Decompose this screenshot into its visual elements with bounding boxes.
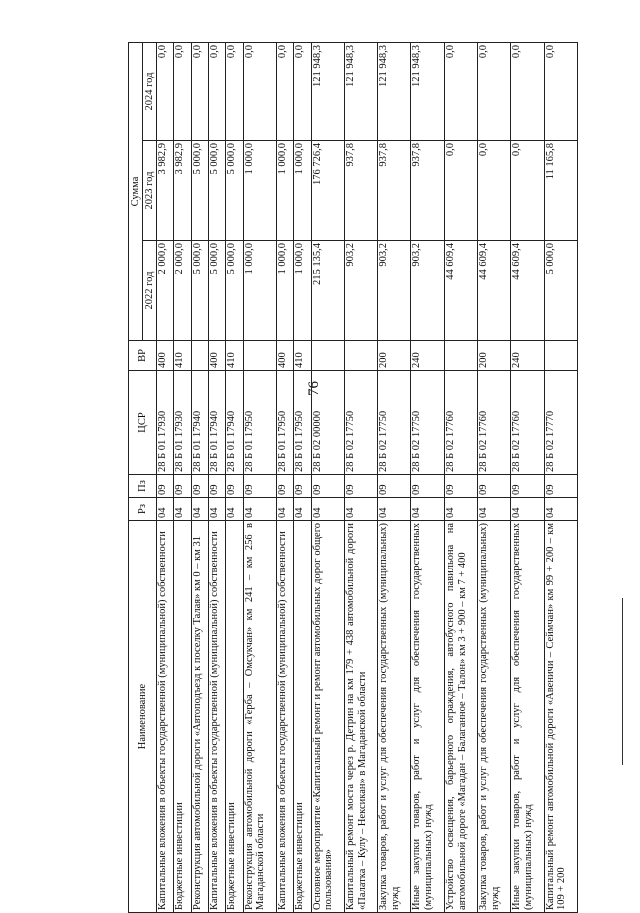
cell-2023: 1 000,0: [276, 141, 293, 241]
cell-vr: 240: [411, 341, 444, 371]
cell-csr: 28 Б 01 17950: [243, 371, 276, 475]
cell-csr: 28 Б 02 17760: [511, 371, 544, 475]
table-row: [243, 43, 276, 913]
budget-table-rotated: [128, 43, 578, 913]
cell-2024: 0,0: [226, 43, 243, 141]
cell-2022: 44 609,4: [444, 241, 477, 341]
cell-csr: 28 Б 01 17940: [191, 371, 208, 475]
cell-2023: 5 000,0: [226, 141, 243, 241]
table-row: [411, 43, 444, 913]
cell-rz: 04: [191, 498, 208, 521]
cell-csr: 28 Б 01 17930: [174, 371, 191, 475]
cell-vr: [243, 341, 276, 371]
cell-vr: [444, 341, 477, 371]
cell-2023: 0,0: [444, 141, 477, 241]
cell-name: Капитальные вложения в объекты государственной (муниципальной) собственности: [276, 521, 293, 913]
cell-2023: 1 000,0: [243, 141, 276, 241]
table-row: [294, 43, 311, 913]
cell-csr: 28 Б 01 17950: [276, 371, 293, 475]
cell-2022: 5 000,0: [544, 241, 577, 341]
cell-name: Капитальные вложения в объекты государственной (муниципальной) собственности: [157, 521, 174, 913]
cell-pz: 09: [411, 475, 444, 498]
cell-name: Реконструкция автомобильной дороги «Автоподъезд к поселку Талая» км 0 – км 31: [191, 521, 208, 913]
cell-rz: 04: [226, 498, 243, 521]
cell-rz: 04: [411, 498, 444, 521]
cell-rz: 04: [478, 498, 511, 521]
cell-2024: 0,0: [444, 43, 477, 141]
table-row: [344, 43, 377, 913]
table-row: [478, 43, 511, 913]
header-name: Наименование: [129, 521, 157, 913]
cell-rz: 04: [544, 498, 577, 521]
cell-pz: 09: [378, 475, 411, 498]
cell-pz: 09: [208, 475, 225, 498]
cell-pz: 09: [511, 475, 544, 498]
cell-vr: 400: [208, 341, 225, 371]
cell-vr: 410: [294, 341, 311, 371]
table-row: [544, 43, 577, 913]
cell-2023: 5 000,0: [208, 141, 225, 241]
table-row: [174, 43, 191, 913]
cell-rz: 04: [174, 498, 191, 521]
cell-csr: 28 Б 02 17750: [411, 371, 444, 475]
cell-name: Бюджетные инвестиции: [294, 521, 311, 913]
cell-2022: 1 000,0: [294, 241, 311, 341]
cell-2023: 937,8: [411, 141, 444, 241]
cell-name: Основное мероприятие «Капитальный ремонт и ремонт автомобильных дорог общего пользования»: [311, 521, 344, 913]
cell-name: Бюджетные инвестиции: [174, 521, 191, 913]
cell-pz: 09: [174, 475, 191, 498]
cell-pz: 09: [243, 475, 276, 498]
cell-rz: 04: [276, 498, 293, 521]
cell-csr: 28 Б 02 17770: [544, 371, 577, 475]
page-number: 76: [306, 381, 322, 396]
cell-pz: 09: [344, 475, 377, 498]
budget-table: [128, 42, 578, 913]
cell-2023: 5 000,0: [191, 141, 208, 241]
cell-name: Иные закупки товаров, работ и услуг для обеспечения государственных (муниципальных) нужд: [411, 521, 444, 913]
cell-2022: 903,2: [378, 241, 411, 341]
cell-2024: 0,0: [157, 43, 174, 141]
cell-2024: 121 948,3: [411, 43, 444, 141]
table-row: [378, 43, 411, 913]
cell-vr: 200: [478, 341, 511, 371]
cell-2023: 1 000,0: [294, 141, 311, 241]
cell-rz: 04: [378, 498, 411, 521]
header-pz: Пз: [129, 475, 157, 498]
header-sum: Сумма: [129, 43, 143, 341]
cell-pz: 09: [478, 475, 511, 498]
table-row: [208, 43, 225, 913]
cell-name: Бюджетные инвестиции: [226, 521, 243, 913]
table-row: [511, 43, 544, 913]
cell-2022: 903,2: [411, 241, 444, 341]
cell-rz: 04: [243, 498, 276, 521]
cell-rz: 04: [511, 498, 544, 521]
cell-2022: 5 000,0: [226, 241, 243, 341]
cell-pz: 09: [544, 475, 577, 498]
cell-2023: 937,8: [344, 141, 377, 241]
cell-vr: 410: [226, 341, 243, 371]
cell-2024: 0,0: [174, 43, 191, 141]
cell-2022: 44 609,4: [478, 241, 511, 341]
cell-2024: 121 948,3: [311, 43, 344, 141]
cell-name: Закупка товаров, работ и услуг для обеспечения государственных (муниципальных) нужд: [478, 521, 511, 913]
cell-2024: 0,0: [544, 43, 577, 141]
cell-2023: 937,8: [378, 141, 411, 241]
table-row: [226, 43, 243, 913]
cell-csr: 28 Б 01 17950: [294, 371, 311, 475]
margin-line: [622, 598, 623, 765]
cell-2024: 121 948,3: [344, 43, 377, 141]
table-row: [276, 43, 293, 913]
cell-name: Реконструкция автомобильной дороги «Герба – Омсукчан» км 241 – км 256 в Магаданской области: [243, 521, 276, 913]
cell-2024: 0,0: [208, 43, 225, 141]
table-body: [157, 43, 578, 913]
cell-pz: 09: [226, 475, 243, 498]
cell-rz: 04: [294, 498, 311, 521]
cell-2024: 0,0: [511, 43, 544, 141]
cell-2024: 0,0: [276, 43, 293, 141]
cell-vr: 410: [174, 341, 191, 371]
cell-2024: 0,0: [191, 43, 208, 141]
table-row: [191, 43, 208, 913]
cell-name: Закупка товаров, работ и услуг для обеспечения государственных (муниципальных) нужд: [378, 521, 411, 913]
cell-vr: 400: [157, 341, 174, 371]
cell-vr: [344, 341, 377, 371]
cell-2023: 0,0: [511, 141, 544, 241]
cell-csr: 28 Б 02 17750: [344, 371, 377, 475]
cell-2022: 44 609,4: [511, 241, 544, 341]
header-rz: Рз: [129, 498, 157, 521]
cell-2022: 903,2: [344, 241, 377, 341]
cell-vr: [311, 341, 344, 371]
cell-2024: 0,0: [478, 43, 511, 141]
cell-2023: 11 165,8: [544, 141, 577, 241]
cell-2024: 121 948,3: [378, 43, 411, 141]
cell-2023: 0,0: [478, 141, 511, 241]
cell-name: Капитальные вложения в объекты государственной (муниципальной) собственности: [208, 521, 225, 913]
cell-csr: 28 Б 02 17760: [478, 371, 511, 475]
cell-2024: 0,0: [243, 43, 276, 141]
cell-pz: 09: [157, 475, 174, 498]
table-row: [311, 43, 344, 913]
cell-pz: 09: [294, 475, 311, 498]
cell-csr: 28 Б 01 17930: [157, 371, 174, 475]
cell-csr: 28 Б 02 17760: [444, 371, 477, 475]
cell-2022: 2 000,0: [157, 241, 174, 341]
cell-vr: 200: [378, 341, 411, 371]
table-row: [444, 43, 477, 913]
cell-name: Капитальный ремонт моста через р. Детрин на км 179 + 438 автомобильной дороги «Палатка – Кулу – Нексикан» в Магаданской области: [344, 521, 377, 913]
cell-vr: [544, 341, 577, 371]
cell-rz: 04: [311, 498, 344, 521]
cell-rz: 04: [444, 498, 477, 521]
header-vr: ВР: [129, 341, 157, 371]
table-row: [157, 43, 174, 913]
cell-vr: 400: [276, 341, 293, 371]
cell-2022: 215 135,4: [311, 241, 344, 341]
header-year-2023: 2023 год: [143, 141, 157, 241]
cell-2022: 2 000,0: [174, 241, 191, 341]
cell-2022: 1 000,0: [243, 241, 276, 341]
cell-name: Капитальный ремонт автомобильной дороги «Авеничи – Сеймчан» км 99 + 200 – км 109 + 200: [544, 521, 577, 913]
cell-csr: 28 Б 01 17940: [208, 371, 225, 475]
cell-pz: 09: [276, 475, 293, 498]
cell-2022: 5 000,0: [208, 241, 225, 341]
cell-2024: 0,0: [294, 43, 311, 141]
cell-rz: 04: [344, 498, 377, 521]
cell-pz: 09: [444, 475, 477, 498]
cell-csr: 28 Б 02 00000: [311, 371, 344, 475]
cell-csr: 28 Б 02 17750: [378, 371, 411, 475]
cell-pz: 09: [191, 475, 208, 498]
header-csr: ЦСР: [129, 371, 157, 475]
cell-pz: 09: [311, 475, 344, 498]
cell-2022: 1 000,0: [276, 241, 293, 341]
cell-rz: 04: [208, 498, 225, 521]
cell-rz: 04: [157, 498, 174, 521]
cell-vr: 240: [511, 341, 544, 371]
cell-name: Устройство освещения, барьерного ограждения, автобусного павильона на автомобильной дороге «Магадан – Балаганное – Талон» км 3 + 900 – км 7 + 400: [444, 521, 477, 913]
cell-2023: 3 982,9: [174, 141, 191, 241]
cell-2023: 3 982,9: [157, 141, 174, 241]
cell-2022: 5 000,0: [191, 241, 208, 341]
header-year-2024: 2024 год: [143, 43, 157, 141]
cell-2023: 176 726,4: [311, 141, 344, 241]
header-year-2022: 2022 год: [143, 241, 157, 341]
cell-name: Иные закупки товаров, работ и услуг для обеспечения государственных (муниципальных) нужд: [511, 521, 544, 913]
cell-vr: [191, 341, 208, 371]
cell-csr: 28 Б 01 17940: [226, 371, 243, 475]
